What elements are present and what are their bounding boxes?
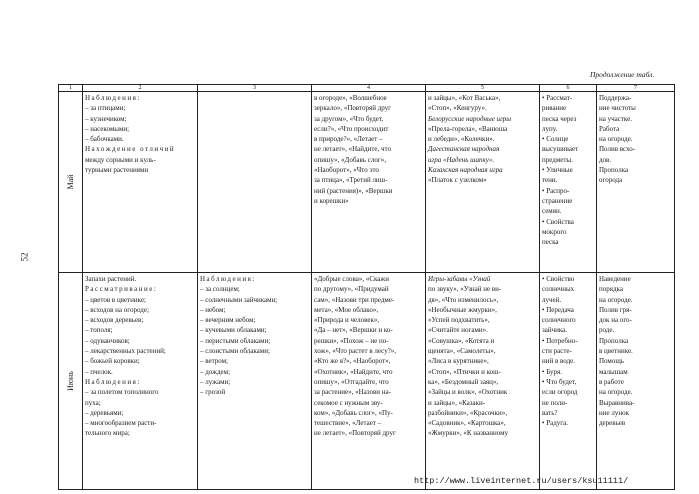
cell-line: зайчика. xyxy=(542,326,568,335)
sky-observations-cell xyxy=(198,92,312,273)
cell-line: – небом; xyxy=(200,305,226,314)
cell-line: – всходов на огороде; xyxy=(85,305,149,314)
cell-line: «Стоп», «Кенгуру». xyxy=(428,104,487,113)
cell-line: – перистыми облаками; xyxy=(200,336,271,345)
cell-line: мокрого xyxy=(542,227,567,236)
cell-line: в огороде», «Волшебное xyxy=(314,94,387,102)
labor-cell xyxy=(597,273,675,490)
cell-line: • Рассмат- xyxy=(542,94,573,102)
cell-line: • Распро- xyxy=(542,186,570,195)
cell-line: • Передача xyxy=(542,305,574,314)
cell-line: «Совушка», «Котята и xyxy=(428,336,495,345)
cell-line: – насекомыми; xyxy=(85,124,130,133)
cell-line: не летает», «Повторяй друг xyxy=(314,429,396,438)
cell-line: – бабочками. xyxy=(85,135,124,144)
cell-line: Запахи растений. xyxy=(85,275,137,283)
cell-line: опишу», «Добавь слог», xyxy=(314,155,386,164)
cell-line: по звуку», «Узнай не ви- xyxy=(428,285,502,294)
cell-line: – кузнечиком; xyxy=(85,114,127,123)
cell-line: опишу», «Отгадайте, что xyxy=(314,377,389,386)
cell-line: деревьев xyxy=(599,419,626,428)
cell-line: высушивает xyxy=(542,145,579,154)
cell-line: – лекарственных растений; xyxy=(85,347,166,356)
cell-line: Игры-забавы «Узнай xyxy=(428,275,491,283)
cell-line: между сорными и куль- xyxy=(85,155,156,164)
cell-line: и зайцы», «Кот Васька», xyxy=(428,94,501,102)
cell-line: Выравнива- xyxy=(599,398,635,407)
cell-line: • Потребно- xyxy=(542,336,578,345)
cell-line: огорода xyxy=(599,176,623,185)
month-label: Июнь xyxy=(65,371,75,391)
cell-line: по другому», «Придумай xyxy=(314,285,389,294)
cell-line: хож», «Что растет в лесу?», xyxy=(314,347,397,356)
header-cell: 1 xyxy=(59,85,83,92)
cell-line: за другом», «Что будет, xyxy=(314,114,384,123)
cell-line: ний (растения)», «Вершки xyxy=(314,186,393,195)
cell-line: «Платок с узелком» xyxy=(428,176,487,185)
cell-line: «Необычные жмурки», xyxy=(428,305,497,314)
cell-line: • Что будет, xyxy=(542,377,577,386)
cell-line: «Успей подхватить», xyxy=(428,316,490,325)
cell-line: – всходов деревьев; xyxy=(85,316,144,325)
cell-line: – вечерним небом; xyxy=(200,316,256,325)
cell-line: Помощь xyxy=(599,357,624,366)
observations-cell xyxy=(83,92,198,273)
cell-line: предметы. xyxy=(542,155,573,164)
cell-line: – слоистыми облаками; xyxy=(200,347,270,356)
cell-line: и лебеди», «Колечки». xyxy=(428,135,495,144)
cell-line: – лужами; xyxy=(200,377,231,386)
cell-line: «Природа и человек», xyxy=(314,316,380,325)
cell-line: игра «Надень шапку». xyxy=(428,155,495,164)
cell-line: – многообразием расти- xyxy=(85,419,157,428)
cell-line: «Кто же я?», «Наоборот», xyxy=(314,357,391,366)
cell-line: Работа xyxy=(599,124,620,133)
cell-line: • Свойства xyxy=(542,217,574,226)
cell-line: Дагестанская народная xyxy=(428,145,500,154)
sky-observations-cell xyxy=(198,273,312,490)
cell-line: ние чистоты xyxy=(599,104,636,113)
cell-line: ние лунок xyxy=(599,408,629,417)
cell-line: дов. xyxy=(599,155,612,164)
cell-line: и корешки» xyxy=(314,196,349,205)
cell-line: ка», «Бездомный заяц», xyxy=(428,377,499,386)
cell-line: солнечного xyxy=(542,316,576,325)
watermark-url: http://www.liveinternet.ru/users/ksu11111/ xyxy=(414,476,629,486)
outdoor-games-cell xyxy=(426,92,540,273)
cell-line: решки», «Похож – не по- xyxy=(314,336,389,345)
cell-line: зеркало», «Повторяй друг xyxy=(314,104,392,113)
cell-line: порядка xyxy=(599,285,623,294)
header-cell: 2 xyxy=(83,85,198,92)
cell-line: песка через xyxy=(542,114,577,123)
cell-line: Поддержа- xyxy=(599,94,632,102)
cell-line: «Стоп», «Птички и кош- xyxy=(428,367,501,376)
cell-line: «Охотник», «Найдите, что xyxy=(314,367,393,376)
cell-line: лупу. xyxy=(542,124,558,133)
cell-line: странение xyxy=(542,196,573,205)
cell-line: – за птицами; xyxy=(85,104,126,113)
cell-line: не поли- xyxy=(542,398,568,407)
cell-line: – божьей коровки; xyxy=(85,357,140,366)
experiments-cell xyxy=(540,273,597,490)
cell-line: сам», «Назови три предме- xyxy=(314,295,395,304)
cell-line: на огороде. xyxy=(599,295,633,304)
cell-line: в цветнике. xyxy=(599,347,633,356)
cell-line: – за солнцем; xyxy=(200,285,240,294)
cell-line: док на ого- xyxy=(599,316,632,325)
cell-line: турными растениями xyxy=(85,166,149,175)
cell-line: за птица», «Третий лиш- xyxy=(314,176,388,185)
cell-line: Наведение xyxy=(599,275,631,283)
cell-line: – цветов в цветнике; xyxy=(85,295,146,304)
cell-line: песка xyxy=(542,238,559,247)
header-cell: 6 xyxy=(540,85,597,92)
labor-cell xyxy=(597,92,675,273)
cell-line: – одуванчиков; xyxy=(85,336,130,345)
cell-line: – за полетом тополиного xyxy=(85,388,159,397)
cell-line: – деревьями; xyxy=(85,408,124,417)
cell-line: если?», «Что происходит xyxy=(314,124,389,133)
cell-line: пуха; xyxy=(85,398,101,407)
continuation-label: Продолжение табл. xyxy=(590,70,655,79)
cell-line: «Зайцы и волк», «Охотник xyxy=(428,388,508,397)
cell-line: Полив всхо- xyxy=(599,145,636,154)
header-cell: 4 xyxy=(312,85,426,92)
cell-line: щенята», «Самолеты», xyxy=(428,347,496,356)
cell-line: • Буря. xyxy=(542,367,563,376)
table-row xyxy=(59,92,675,273)
cell-line: тешествие», «Летает – xyxy=(314,419,382,428)
word-games-cell xyxy=(312,273,426,490)
cell-line: • Свойство xyxy=(542,275,575,283)
cell-line: сти расте- xyxy=(542,347,572,356)
cell-line: Наблюдения: xyxy=(200,275,256,283)
cell-line: • Радуга. xyxy=(542,419,568,428)
cell-line: Казахская народная игра xyxy=(428,166,503,175)
month-cell xyxy=(59,273,83,490)
cell-line: за растение», «Назови на- xyxy=(314,388,391,397)
cell-line: тени. xyxy=(542,176,558,185)
cell-line: «Добрые слова», «Скажи xyxy=(314,275,389,283)
cell-line: – дождем; xyxy=(200,367,231,376)
cell-line: лучей. xyxy=(542,295,562,304)
cell-line: «Считайте ногами». xyxy=(428,326,488,335)
cell-line: не летает», «Найдите, что xyxy=(314,145,391,154)
cell-line: если огород xyxy=(542,388,578,397)
cell-line: Нахождение отличий xyxy=(85,145,176,154)
page-number: 52 xyxy=(19,252,30,262)
cell-line: солнечных xyxy=(542,285,575,294)
month-label: Май xyxy=(65,174,75,190)
cell-line: Наблюдения: xyxy=(85,94,141,102)
month-cell xyxy=(59,92,83,273)
cell-line: Рассматривание: xyxy=(85,285,158,294)
cell-line: ривание xyxy=(542,104,567,113)
cell-line: ком», «Добавь слог», «Пу- xyxy=(314,408,393,417)
cell-line: малышам xyxy=(599,367,628,376)
cell-line: «Садовник», «Картошка», xyxy=(428,419,506,428)
cell-line: на огороде. xyxy=(599,135,633,144)
cell-line: роде. xyxy=(599,326,615,335)
cell-line: разбойники», «Красочки», xyxy=(428,408,507,417)
observations-cell xyxy=(83,273,198,490)
cell-line: Белорусские народные игры xyxy=(428,114,512,123)
outdoor-games-cell xyxy=(426,273,540,490)
cell-line: семян. xyxy=(542,207,562,216)
header-cell: 5 xyxy=(426,85,540,92)
cell-line: секомое с нужным зву- xyxy=(314,398,383,407)
cell-line: мета», «Мое облако», xyxy=(314,305,379,314)
cell-line: – солнечными зайчиками; xyxy=(200,295,278,304)
header-cell: 7 xyxy=(597,85,675,92)
cell-line: «Да – нет», «Вершки и ко- xyxy=(314,326,393,335)
cell-line: ний в воде. xyxy=(542,357,576,366)
cell-line: и зайцы», «Казаки- xyxy=(428,398,486,407)
cell-line: в работе xyxy=(599,377,624,386)
cell-line: • Солнце xyxy=(542,135,569,144)
word-games-cell xyxy=(312,92,426,273)
cell-line: – тополя; xyxy=(85,326,113,335)
cell-line: Прополка xyxy=(599,166,629,175)
table-row xyxy=(59,273,675,490)
cell-line: • Уличные xyxy=(542,166,573,175)
header-cell: 3 xyxy=(198,85,312,92)
cell-line: – кучевыми облаками; xyxy=(200,326,267,335)
experiments-cell xyxy=(540,92,597,273)
cell-line: тельного мира; xyxy=(85,429,130,438)
cell-line: Полив гря- xyxy=(599,305,632,314)
cell-line: Наблюдения: xyxy=(85,377,141,386)
cell-line: «Прела-горела», «Ванюша xyxy=(428,124,508,133)
cell-line: на участке. xyxy=(599,114,632,123)
cell-line: в природе?», «Летает – xyxy=(314,135,383,144)
cell-line: Прополка xyxy=(599,336,629,345)
cell-line: – пчелок. xyxy=(85,367,113,376)
cell-line: – грозой xyxy=(200,388,226,397)
cell-line: дя», «Что изменилось», xyxy=(428,295,499,304)
cell-line: вать? xyxy=(542,408,558,417)
cell-line: на огороде. xyxy=(599,388,633,397)
cell-line: «Жмурки», «К названному xyxy=(428,429,508,438)
cell-line: «Наоборот», «Что это xyxy=(314,166,379,175)
cell-line: «Лиса в курятнике», xyxy=(428,357,489,366)
header-row xyxy=(59,85,675,92)
activity-table xyxy=(58,84,675,490)
cell-line: – ветром; xyxy=(200,357,229,366)
